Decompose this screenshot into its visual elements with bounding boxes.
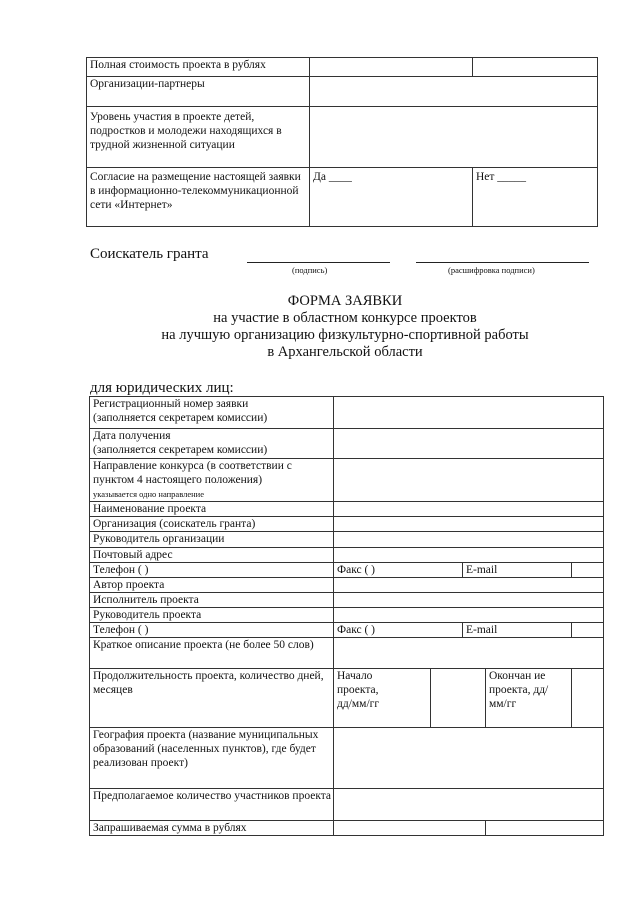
total-cost-field[interactable] xyxy=(310,58,473,77)
org-phone-label[interactable]: Телефон ( ) xyxy=(90,563,334,578)
legal-entities-label: для юридических лиц: xyxy=(90,380,234,396)
form-title-line3: на лучшую организацию физкультурно-спортивной работы xyxy=(161,327,529,343)
reg-number-label: Регистрационный номер заявки (заполняется секретарем комиссии) xyxy=(90,397,334,429)
org-head-label: Руководитель организации xyxy=(90,532,334,548)
youth-participation-label: Уровень участия в проекте детей, подростков и молодежи находящихся в трудной жизненной ситуации xyxy=(87,107,310,168)
reg-number-field[interactable] xyxy=(334,397,604,429)
project-name-field[interactable] xyxy=(334,502,604,517)
consent-no-option[interactable]: Нет _____ xyxy=(473,168,598,227)
form-title-line2: на участие в областном конкурсе проектов xyxy=(213,310,477,326)
organization-field[interactable] xyxy=(334,517,604,532)
direction-label: Направление конкурса (в соответствии с пунктом 4 настоящего положения) указывается одно направление xyxy=(90,459,334,502)
project-head-label: Руководитель проекта xyxy=(90,608,334,623)
partners-label: Организации-партнеры xyxy=(87,77,310,107)
internet-consent-label: Согласие на размещение настоящей заявки в информационно-телекоммуникационной сети «Интернет» xyxy=(87,168,310,227)
head-fax-label[interactable]: Факс ( ) xyxy=(334,623,463,638)
received-date-field[interactable] xyxy=(334,429,604,459)
short-description-label: Краткое описание проекта (не более 50 слов) xyxy=(90,638,334,669)
head-email-label[interactable]: E-mail xyxy=(463,623,572,638)
partners-field[interactable] xyxy=(310,77,598,107)
signature-line[interactable] xyxy=(247,262,390,263)
consent-yes-option[interactable]: Да ____ xyxy=(310,168,473,227)
form-title-line4: в Архангельской области xyxy=(267,344,423,360)
direction-note: указывается одно направление xyxy=(93,489,204,499)
org-fax-label[interactable]: Факс ( ) xyxy=(334,563,463,578)
end-date-label[interactable]: Окончан ие проекта, дд/мм/гг xyxy=(486,669,572,728)
short-description-field[interactable] xyxy=(334,638,604,669)
requested-sum-label: Запрашиваемая сумма в рублях xyxy=(90,821,334,836)
org-head-field[interactable] xyxy=(334,532,604,548)
end-date-field[interactable] xyxy=(572,669,604,728)
project-name-label: Наименование проекта xyxy=(90,502,334,517)
head-email-extra-field[interactable] xyxy=(572,623,604,638)
signature-decode-line[interactable] xyxy=(416,262,589,263)
postal-address-label: Почтовый адрес xyxy=(90,548,334,563)
head-phone-label[interactable]: Телефон ( ) xyxy=(90,623,334,638)
organization-label: Организация (соискатель гранта) xyxy=(90,517,334,532)
total-cost-field-2[interactable] xyxy=(473,58,598,77)
start-date-label[interactable]: Начало проекта, дд/мм/гг xyxy=(334,669,431,728)
org-email-label[interactable]: E-mail xyxy=(463,563,572,578)
direction-field[interactable] xyxy=(334,459,604,502)
form-title-heading: ФОРМА ЗАЯВКИ xyxy=(287,293,403,309)
geography-label: География проекта (название муниципальных образований (населенных пунктов), где будет реализован проект) xyxy=(90,728,334,789)
requested-sum-field[interactable] xyxy=(334,821,486,836)
signature-caption: (подпись) xyxy=(292,265,328,275)
signature-decode-caption: (расшифровка подписи) xyxy=(448,265,535,275)
executor-label: Исполнитель проекта xyxy=(90,593,334,608)
form-title xyxy=(0,293,640,361)
org-email-extra-field[interactable] xyxy=(572,563,604,578)
start-date-field[interactable] xyxy=(431,669,486,728)
total-cost-label: Полная стоимость проекта в рублях xyxy=(87,58,310,77)
postal-address-field[interactable] xyxy=(334,548,604,563)
author-field[interactable] xyxy=(334,578,604,593)
duration-label: Продолжительность проекта, количество дней, месяцев xyxy=(90,669,334,728)
received-date-label: Дата получения (заполняется секретарем комиссии) xyxy=(90,429,334,459)
executor-field[interactable] xyxy=(334,593,604,608)
youth-participation-field[interactable] xyxy=(310,107,598,168)
application-form-table xyxy=(89,396,604,836)
participants-field[interactable] xyxy=(334,789,604,821)
top-table xyxy=(86,57,598,227)
geography-field[interactable] xyxy=(334,728,604,789)
participants-label: Предполагаемое количество участников проекта xyxy=(90,789,334,821)
requested-sum-field-2[interactable] xyxy=(486,821,604,836)
project-head-field[interactable] xyxy=(334,608,604,623)
author-label: Автор проекта xyxy=(90,578,334,593)
applicant-signature-label: Соискатель гранта xyxy=(90,246,209,262)
